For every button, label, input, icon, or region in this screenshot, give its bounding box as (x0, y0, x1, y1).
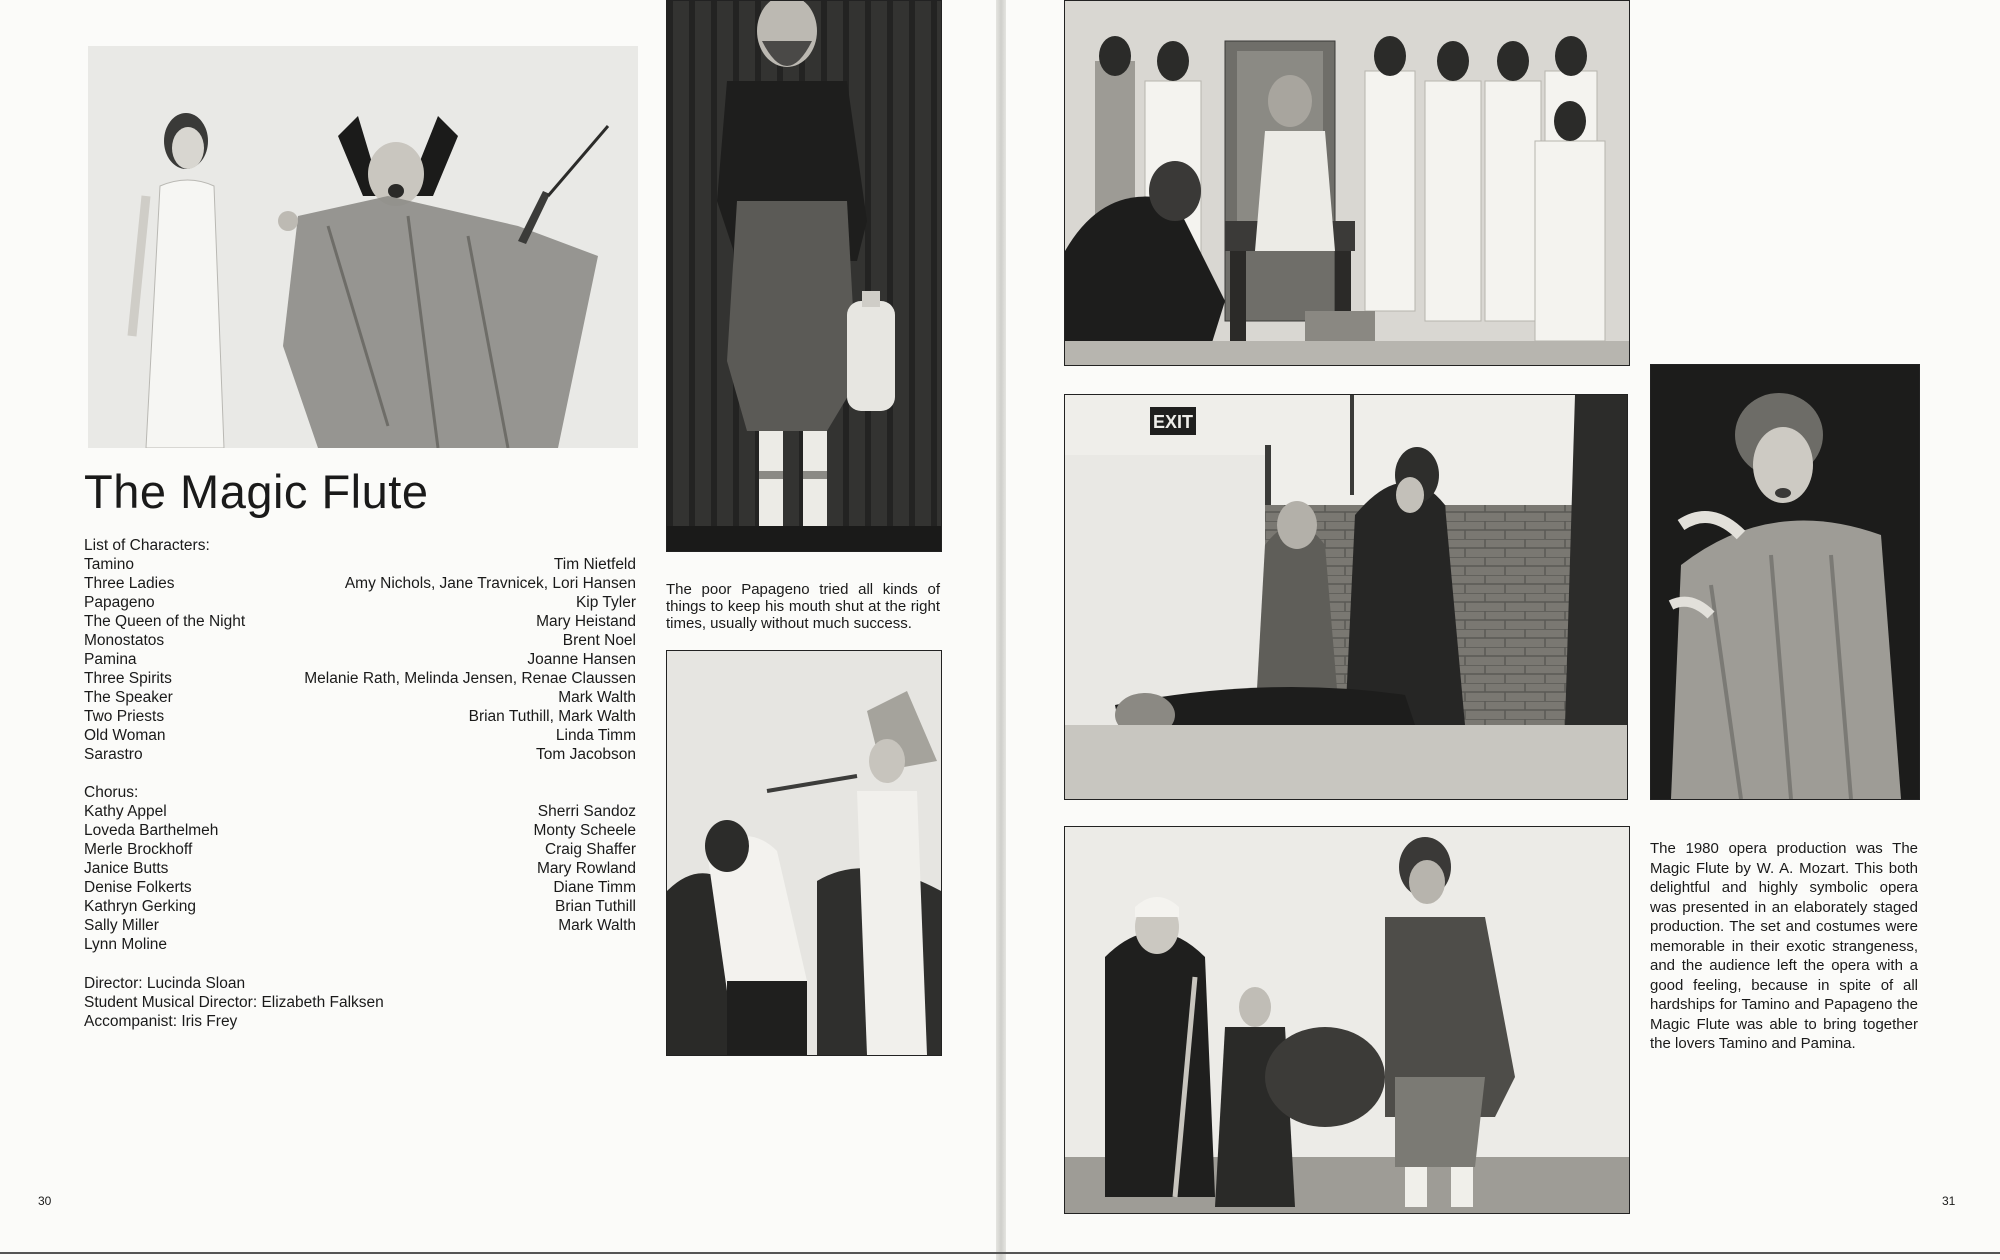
photo-papageno-with-jug (666, 0, 942, 552)
role-name: The Speaker (84, 689, 173, 706)
photo-sarastro-throne (1064, 0, 1630, 366)
photo-three-ladies-tamino (1064, 394, 1628, 800)
role-name: Tamino (84, 556, 134, 573)
actor-name: Brent Noel (562, 632, 636, 649)
exit-sign: EXIT (1152, 412, 1194, 432)
actor-name: Amy Nichols, Jane Travnicek, Lori Hansen (344, 575, 636, 592)
actor-name: Mary Heistand (536, 613, 636, 630)
chorus-member: Mark Walth (558, 917, 636, 934)
actor-name: Tim Nietfeld (553, 556, 636, 573)
role-name: Two Priests (84, 708, 165, 725)
chorus-member: Loveda Barthelmeh (84, 822, 219, 839)
page-title: The Magic Flute (84, 465, 429, 518)
page-number-left: 30 (38, 1194, 52, 1208)
bottom-edge-rule (0, 1252, 2000, 1254)
chorus-list-right (420, 802, 636, 935)
accompanist-credit: Accompanist: Iris Frey (84, 1013, 238, 1030)
actor-name: Joanne Hansen (527, 651, 636, 668)
chorus-member: Janice Butts (84, 860, 169, 877)
actor-name: Brian Tuthill, Mark Walth (468, 708, 636, 725)
chorus-member: Brian Tuthill (555, 898, 636, 915)
role-name: Pamina (84, 651, 137, 668)
role-name: Old Woman (84, 727, 166, 744)
chorus-member: Kathryn Gerking (84, 898, 196, 915)
caption-production: The 1980 opera production was The Magic Flute by W. A. Mozart. This both delightful and highly symbolic opera was presented in an elaborately staged production. The set and costumes were memorable in their exotic strangeness, and the audience left the opera with a good feeling, because in spite of all hardships for Tamino and Papageno the Magic Flute was able to bring together the lovers Tamino and Pamina. (1650, 840, 1918, 1052)
role-name: Monostatos (84, 632, 165, 649)
photo-old-woman-papageno (1064, 826, 1630, 1214)
cast-heading: List of Characters: (84, 537, 210, 554)
chorus-heading: Chorus: (84, 784, 139, 801)
actor-name: Mark Walth (558, 689, 636, 706)
chorus-member: Lynn Moline (84, 936, 168, 953)
role-name: The Queen of the Night (84, 613, 246, 630)
caption-papageno: The poor Papageno tried all kinds of things to keep his mouth shut at the right times, usually without much success. (666, 581, 940, 632)
role-name: Papageno (84, 594, 155, 611)
musical-director-credit: Student Musical Director: Elizabeth Falksen (84, 994, 384, 1011)
photo-queen-closeup (1650, 364, 1920, 800)
actor-name: Linda Timm (555, 727, 636, 744)
role-name: Three Ladies (84, 575, 175, 592)
chorus-member: Craig Shaffer (544, 841, 636, 858)
chorus-member: Kathy Appel (84, 803, 167, 820)
photo-queen-and-pamina (88, 46, 638, 448)
chorus-member: Sherri Sandoz (537, 803, 636, 820)
role-name: Sarastro (84, 746, 143, 763)
director-credit: Director: Lucinda Sloan (84, 975, 246, 992)
photo-monostatos-scene (666, 650, 942, 1056)
production-credits (84, 974, 504, 1031)
page-number-right: 31 (1942, 1194, 1956, 1208)
actor-name: Melanie Rath, Melinda Jensen, Renae Claussen (304, 670, 636, 687)
chorus-member: Diane Timm (553, 879, 636, 896)
chorus-list-left (84, 783, 344, 954)
chorus-member: Merle Brockhoff (84, 841, 193, 858)
cast-actors (260, 555, 636, 764)
chorus-member: Denise Folkerts (84, 879, 192, 896)
actor-name: Kip Tyler (575, 594, 636, 611)
actor-name: Tom Jacobson (536, 746, 636, 763)
binding-gutter (996, 0, 1006, 1260)
chorus-member: Sally Miller (84, 917, 159, 934)
cast-roles (84, 536, 284, 764)
chorus-member: Mary Rowland (536, 860, 636, 877)
role-name: Three Spirits (84, 670, 172, 687)
chorus-member: Monty Scheele (533, 822, 636, 839)
